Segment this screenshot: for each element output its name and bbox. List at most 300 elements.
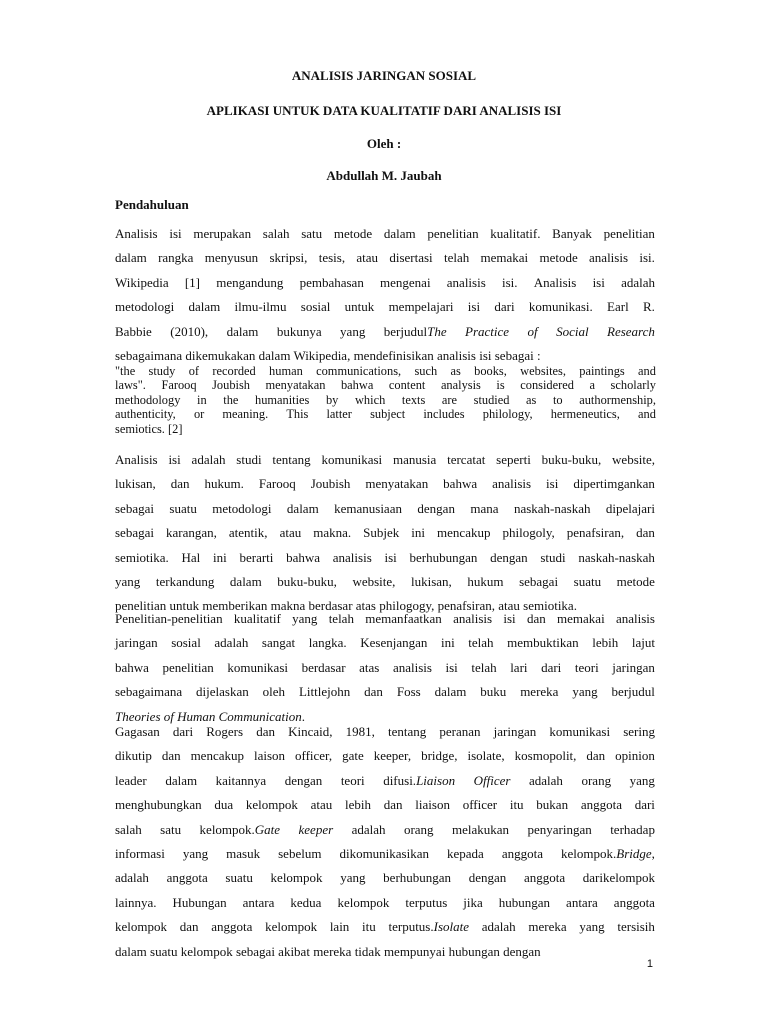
word: Foss [396,684,421,700]
word: mana [470,500,499,516]
word: by [325,392,339,407]
word: salah [115,821,142,837]
word: oleh [262,684,286,700]
word: sebagai [519,573,559,589]
text-line [115,818,655,842]
word: teori [574,659,599,675]
word: Banyak [552,226,592,241]
word: memakai [480,250,529,266]
word: jaringan [115,635,158,651]
word: considered [520,378,574,393]
word: studied [473,392,510,407]
word: Earl [607,299,629,315]
word: Subjek [363,525,400,541]
word: ini [440,635,455,651]
word: gate [342,748,364,764]
word: skripsi, [269,250,308,266]
word: of [188,364,200,378]
word: dalam [165,772,198,788]
word: bukunya [276,323,322,339]
word: isi [592,274,605,290]
text-line [115,793,655,817]
word: kelompok [115,919,167,935]
word: R. [642,299,655,315]
word: buku-buku, [541,452,602,467]
word: as [450,364,461,378]
word: which [354,392,386,407]
word: atau [356,250,379,266]
word: sosial [171,635,201,651]
text-run: penelitian untuk memberikan makna berdasar atas philogogy, penafsiran, atau semiotika. [115,598,577,614]
word: penelitian [162,659,214,675]
word: is [496,378,505,393]
word: dua [214,797,234,813]
word: dalam [188,299,221,315]
italic-word: Liaison [416,772,456,788]
word: and [638,407,656,422]
paragraph [115,222,655,368]
text-line [115,656,655,680]
word: Gagasan [115,724,160,739]
word: includes [423,407,465,422]
block-quote [115,364,656,436]
word: kosmopolit, [514,748,577,764]
word: dengan [417,500,455,516]
word: komunikasi [321,452,383,467]
word: 1981, [345,724,375,739]
word: sosial [300,299,331,315]
word: sebagai [115,525,154,541]
word: suatu [573,573,602,589]
word: isi [384,549,397,565]
word: yang [629,772,655,788]
word: antara [566,894,598,910]
word: yang [115,573,141,589]
word: "the [115,364,136,378]
word: atau [279,525,302,541]
word: analisis [446,274,486,290]
word: to [552,392,563,407]
word: analisis [453,611,493,626]
word: dan [256,724,275,739]
word: adalah [115,870,149,886]
word: tentang [388,724,427,739]
word: recorded [212,364,256,378]
word: the [223,392,239,407]
word: komunikasi [549,724,611,739]
italic-word: Bridge [616,845,652,861]
word: manusia [392,452,437,467]
word: adalah [351,821,386,837]
word: hermeneutics, [550,407,620,422]
word: Babbie [115,323,152,339]
word: berhubungan [409,549,478,565]
word: Penelitian-penelitian [115,611,223,626]
word: berdasar [301,659,346,675]
text-run: . [301,708,305,724]
word: dalam [434,684,467,700]
word: telah [443,250,470,266]
word: yang [340,323,366,339]
text-line [115,422,656,436]
text-line [115,246,655,270]
word: karangan, [166,525,217,541]
text-line [115,497,655,521]
word: bahwa [443,476,478,492]
word: dipelajari [605,500,655,516]
word: telah [468,635,494,651]
word: analisis [492,476,532,492]
italic-word: of [527,323,538,339]
word: kelompok.Gate [199,821,281,837]
word: laws". [115,378,146,393]
section-heading: Pendahuluan [115,197,189,212]
word: isolate, [467,748,505,764]
text-line [115,607,655,631]
word: dari [494,299,515,315]
text-line [115,744,655,768]
paragraph [115,720,655,964]
word: analisis [392,659,432,675]
text-line [115,940,655,964]
text-line [115,769,655,793]
word: dan [636,525,655,541]
word: dalam [229,573,262,589]
text-run: sebagaimana dikemukakan dalam Wikipedia, mendefinisikan analisis isi sebagai : [115,347,541,363]
word: Farooq [161,378,197,393]
word: website, [352,573,396,589]
word: kemanusiaan [334,500,402,516]
word: satu [160,821,182,837]
word: isi [503,611,516,626]
word: berjudul [611,684,655,700]
word: dikutip [115,748,152,764]
word: liaison [415,797,450,813]
word: Analisis [115,452,158,467]
word: itu [509,797,524,813]
word: isi [467,299,481,315]
word: sangat [261,635,296,651]
word: terhadap [610,821,655,837]
word: bahwa [115,659,149,675]
word: communications, [316,364,402,378]
word: isi [445,659,458,675]
word: dijelaskan [196,684,249,700]
word: membuktikan [507,635,579,651]
italic-word: The [427,323,447,339]
word: Hubungan [172,894,227,910]
word: anggota [580,797,622,813]
text-line [115,472,655,496]
word: menyatakan [265,378,326,393]
word: itu [362,919,376,935]
word: content [388,378,426,393]
word: adalah [191,452,226,467]
word: makna. [313,525,352,541]
word: penyaringan [527,821,592,837]
word: mencakup [437,525,491,541]
word: terkandung [155,573,215,589]
word: darikelompok [582,870,655,886]
word: hukum [467,573,504,589]
word: adalah [481,919,516,935]
word: ini [213,549,227,565]
word: meaning. [222,407,269,422]
word: dalam [286,500,319,516]
word: dan [161,748,181,764]
word: yang [182,845,209,861]
word: lukisan, [115,476,156,492]
word: jika [463,894,483,910]
word: keeper, [373,748,412,764]
word: anggota [211,919,253,935]
word: Analisis [115,226,158,241]
word: authormenship, [579,392,656,407]
word: study [148,364,176,378]
word: authenticity, [115,407,176,422]
word: penelitian [603,226,655,241]
word: Kincaid, [288,724,333,739]
word: berjudulThe [383,323,447,339]
word: memanfaatkan [365,611,442,626]
word: Rogers [206,724,244,739]
word: untuk [344,299,375,315]
word: mereka [528,919,567,935]
text-line [115,320,655,344]
word: texts [401,392,426,407]
text-line [115,271,655,295]
word: rangka [158,250,194,266]
word: hukum. [204,476,244,492]
word: memakai [557,611,605,626]
author-name: Abdullah M. Jaubah [326,168,442,183]
word: dipertimgankan [573,476,655,492]
word: dikomunikasikan [339,845,429,861]
word: kualitatif [233,611,281,626]
word: dan [383,797,403,813]
word: yang [579,919,605,935]
word: metode [333,226,373,241]
word: Joubish [212,378,250,393]
word: metodologi [212,500,272,516]
word: mempelajari [388,299,454,315]
italic-text: Theories of Human Communication [115,708,302,724]
word: metodologi [115,299,175,315]
word: telah [328,611,354,626]
word: anggota [613,894,655,910]
word: bahwa [340,378,374,393]
word: informasi [115,845,165,861]
word: yang [572,684,598,700]
word: methodology [115,392,181,407]
word: and [638,364,656,378]
byline-label: Oleh : [366,136,402,151]
word: metode [539,250,578,266]
word: sebagai [115,500,154,516]
word: Farooq [258,476,296,492]
word: pembahasan [299,274,364,290]
word: jaringan [612,659,655,675]
word: langka. [308,635,347,651]
text-line [115,570,655,594]
word: anggota [501,845,543,861]
word: salah [262,226,290,241]
word: This [286,407,309,422]
italic-word: Isolate [433,919,470,935]
italic-word: keeper [298,821,334,837]
word: sering [623,724,655,739]
word: analisis [615,611,655,626]
text-line [115,378,656,392]
text-line [115,546,655,570]
word: tesis, [318,250,346,266]
word: kelompok [270,870,323,886]
text-line [115,364,656,378]
word: lainnya. [115,894,157,910]
word: anggota [523,870,566,886]
word: isi [546,476,559,492]
word: kelompok [337,894,390,910]
word: analisis [589,250,629,266]
word: jaringan [493,724,537,739]
word: dan [526,611,546,626]
word: masuk [226,845,261,861]
word: telah [471,659,497,675]
word: officer, [294,748,333,764]
word: Littlejohn [298,684,351,700]
word: ini [411,525,426,541]
word: a [589,378,595,393]
word: books, [474,364,507,378]
word: scholarly [610,378,656,393]
text-line [115,915,655,939]
word: in [197,392,207,407]
word: merupakan [193,226,252,241]
word: kelompok.Bridge, [561,845,655,861]
word: difusi.Liaison [383,772,456,788]
word: human [269,364,303,378]
word: adalah [621,274,655,290]
word: yang [292,611,318,626]
word: Analisis [533,274,577,290]
word: tercatat [447,452,486,467]
word: orang [403,821,434,837]
text-line [115,680,655,704]
word: are [441,392,458,407]
word: penafsiran, [566,525,625,541]
word: kaitannya [215,772,267,788]
word: as [526,392,537,407]
text-line [115,842,655,866]
word: kepada [447,845,484,861]
word: satu [301,226,323,241]
word: bukan [536,797,569,813]
word: orang [581,772,612,788]
word: suatu [169,500,197,516]
word: studi [540,549,566,565]
text-line [115,866,655,890]
word: adalah [214,635,249,651]
word: paintings [579,364,625,378]
text-run: semiotics. [2] [115,421,183,436]
word: lebih [592,635,619,651]
word: anggota [166,870,208,886]
word: bahwa [286,549,321,565]
word: [1] [184,274,200,290]
word: sebelum [278,845,322,861]
word: metode [616,573,655,589]
word: atau [310,797,333,813]
document-subtitle: APLIKASI UNTUK DATA KUALITATIF DARI ANALISIS ISI [206,103,562,118]
word: antara [242,894,275,910]
word: semiotika. [115,549,169,565]
word: dalam [226,323,259,339]
word: mengenai [380,274,431,290]
text-line [115,448,655,472]
word: analysis [440,378,481,393]
word: isi [168,452,181,467]
text-line [115,521,655,545]
paragraph [115,448,655,619]
word: suatu [225,870,253,886]
word: dengan [490,549,528,565]
word: menyatakan [365,476,429,492]
word: leader [115,772,147,788]
word: lukisan, [410,573,452,589]
word: terputus.Isolate [388,919,470,935]
word: subject [370,407,406,422]
word: komunikasi [227,659,288,675]
word: website, [612,452,655,467]
word: kelompok [245,797,298,813]
page-number: 1 [646,958,653,970]
word: websites, [520,364,566,378]
text-line [115,393,656,407]
word: or [193,407,205,422]
word: dari [634,797,655,813]
word: ilmu-ilmu [234,299,287,315]
word: penelitian [427,226,479,241]
word: latter [326,407,352,422]
word: dari [172,724,194,739]
word: Hal [181,549,201,565]
word: isi. [501,274,518,290]
word: dengan [468,870,507,886]
word: berarti [239,549,274,565]
word: sebagaimana [115,684,183,700]
italic-word: Officer [473,772,511,788]
word: melakukan [452,821,510,837]
italic-word: Social [556,323,589,339]
word: philology, [482,407,533,422]
word: , [651,845,655,861]
word: laison [253,748,286,764]
word: buku-buku, [277,573,337,589]
italic-word: Research [607,323,655,339]
word: terputus [405,894,448,910]
word: naskah-naskah [578,549,655,565]
word: mereka [520,684,559,700]
document-title: ANALISIS JARINGAN SOSIAL [291,68,477,83]
word: peranan [439,724,481,739]
word: dari [541,659,562,675]
text-line [115,720,655,744]
word: philogoly, [502,525,555,541]
word: komunikasi. [528,299,593,315]
word: dalam [115,250,147,266]
word: Joubish [310,476,351,492]
paragraph [115,607,655,729]
